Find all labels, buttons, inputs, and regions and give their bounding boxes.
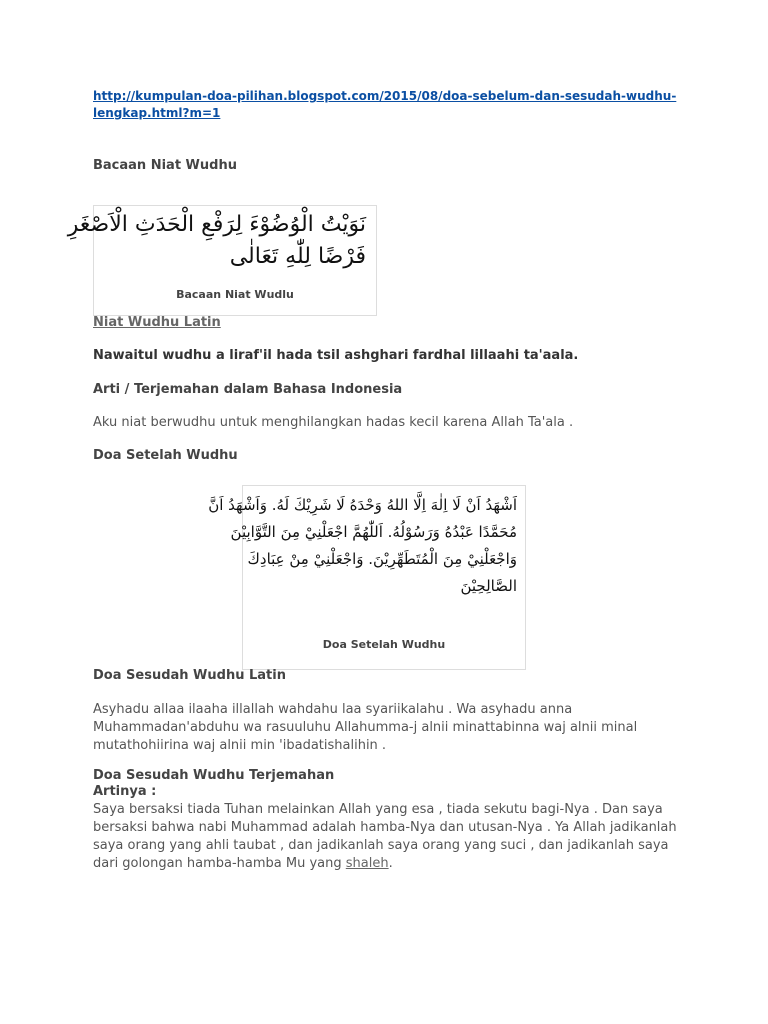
setelah-heading: Doa Setelah Wudhu (93, 448, 238, 463)
terjemahan-line2: bersaksi bahwa nabi Muhammad adalah hamba-Nya dan utusan-Nya . Ya Allah jadikanlah (93, 820, 677, 835)
sesudah-latin-line2: Muhammadan'abduhu wa rasuuluhu Allahumma-j alnii minattabinna waj alnii minal (93, 720, 638, 735)
terjemahan-line4-suffix: . (388, 856, 393, 871)
terjemahan-line3: saya orang yang ahli taubat , dan jadikanlah saya orang yang suci , dan jadikanlah saya (93, 838, 669, 853)
niat-latin-text: Nawaitul wudhu a liraf'il hada tsil ashghari fardhal lillaahi ta'aala. (93, 348, 579, 363)
niat-image-caption: Bacaan Niat Wudlu (176, 288, 294, 301)
terjemahan-heading: Doa Sesudah Wudhu Terjemahan (93, 768, 335, 783)
sesudah-latin-line1: Asyhadu allaa ilaaha illallah wahdahu laa syariikalahu . Wa asyhadu anna (93, 702, 573, 717)
sesudah-latin-line3: mutathohiirina waj alnii min 'ibadatishalihin . (93, 738, 387, 753)
source-url-line1: http://kumpulan-doa-pilihan.blogspot.com/2015/08/doa-sebelum-dan-sesudah-wudhu- (93, 89, 677, 103)
niat-arabic-image (67, 205, 377, 316)
setelah-arabic-line3: وَاجْعَلْنِيْ مِنَ الْمُتَطَهِّرِيْنَ. وَاجْعَلْنِيْ مِنْ عِبَادِكَ (247, 550, 517, 568)
niat-translation-text: Aku niat berwudhu untuk menghilangkan hadas kecil karena Allah Ta'ala . (93, 415, 574, 430)
niat-latin-link[interactable]: Niat Wudhu Latin (93, 315, 221, 330)
setelah-arabic-line2: مُحَمَّدًا عَبْدُهُ وَرَسُوْلُهُ. اَللّٰهُمَّ اجْعَلْنِيْ مِنَ التَّوَّابِيْنَ (230, 523, 517, 541)
terjemahan-line4-prefix: dari golongan hamba-hamba Mu yang (93, 856, 346, 871)
terjemahan-line4 (93, 855, 677, 873)
setelah-image-caption: Doa Setelah Wudhu (322, 638, 446, 651)
niat-heading: Bacaan Niat Wudhu (93, 158, 237, 173)
niat-translation-heading: Arti / Terjemahan dalam Bahasa Indonesia (93, 382, 403, 397)
setelah-arabic-image (208, 485, 526, 670)
terjemahan-paragraph (93, 801, 677, 873)
source-url-link[interactable] (93, 88, 676, 122)
setelah-arabic-line4: الصَّالِحِيْنَ (460, 577, 517, 595)
niat-arabic-line2: فَرْضًا لِلّٰهِ تَعَالٰى (229, 244, 366, 269)
shaleh-link[interactable]: shaleh (345, 856, 389, 871)
sesudah-latin-paragraph (93, 701, 637, 755)
niat-arabic-line1: نَوَيْتُ الْوُضُوْءَ لِرَفْعِ الْحَدَثِ الْاَصْغَرِ (67, 212, 366, 237)
sesudah-latin-heading: Doa Sesudah Wudhu Latin (93, 668, 286, 683)
setelah-arabic-line1: اَشْهَدُ اَنْ لَا اِلٰهَ اِلَّا اللهُ وَحْدَهُ لَا شَرِيْكَ لَهُ. وَاَشْهَدُ اَنَّ (208, 496, 517, 514)
terjemahan-label: Artinya : (93, 784, 157, 799)
terjemahan-line1: Saya bersaksi tiada Tuhan melainkan Allah yang esa , tiada sekutu bagi-Nya . Dan saya (93, 802, 663, 817)
source-url-line2: lengkap.html?m=1 (93, 106, 221, 120)
